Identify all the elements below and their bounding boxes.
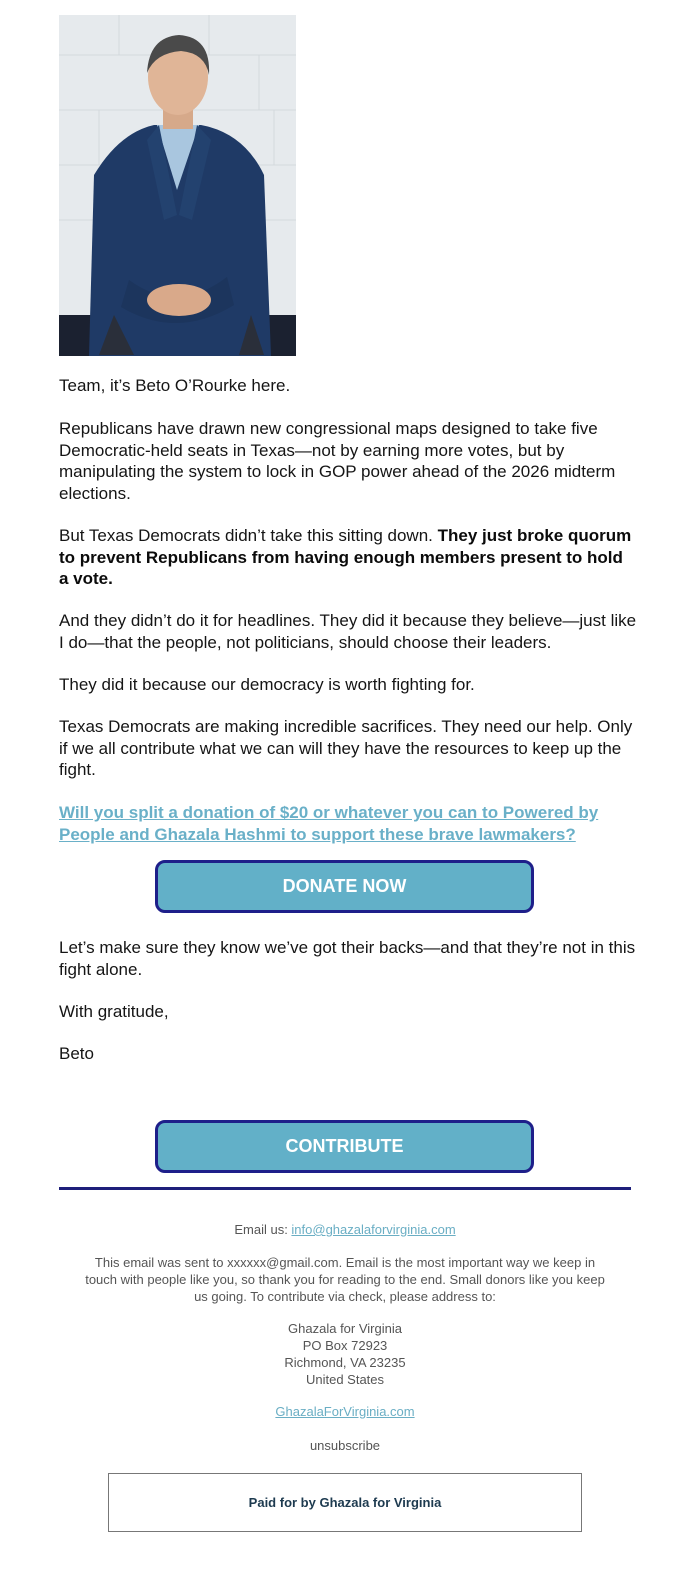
footer-address bbox=[59, 1320, 631, 1388]
greeting-paragraph: Team, it’s Beto O’Rourke here. bbox=[59, 376, 291, 395]
signoff: With gratitude, bbox=[59, 1002, 169, 1021]
paragraph-sacrifices: Texas Democrats are making incredible sacrifices. They need our help. Only if we all contribute what we can will they have the resources to keep up the fight. bbox=[59, 717, 633, 779]
footer-email-line bbox=[59, 1221, 631, 1238]
paragraph-backs: Let’s make sure they know we’ve got their backs—and that they’re not in this fight alone. bbox=[59, 938, 636, 979]
paid-for-disclaimer bbox=[108, 1473, 582, 1532]
paragraph-headlines: And they didn’t do it for headlines. They did it because they believe—just like I do—that the people, not politicians, should choose their leaders. bbox=[59, 611, 637, 652]
address-line: PO Box 72923 bbox=[302, 1338, 388, 1353]
signature: Beto bbox=[59, 1044, 94, 1063]
paid-for-text: Paid for by Ghazala for Virginia bbox=[248, 1495, 442, 1510]
address-line: United States bbox=[305, 1372, 385, 1387]
beto-photo bbox=[59, 15, 296, 356]
donation-ask-link[interactable]: Will you split a donation of $20 or whatever you can to Powered by People and Ghazala Hashmi to support these brave lawmakers? bbox=[59, 803, 599, 844]
address-line: Richmond, VA 23235 bbox=[284, 1355, 406, 1370]
paragraph-redistricting: Republicans have drawn new congressional maps designed to take five Democratic-held seats in Texas—not by earning more votes, but by manipulating the system to lock in GOP power ahead of the 2026 midterm elections. bbox=[59, 419, 616, 503]
portrait-image bbox=[59, 15, 296, 356]
contribute-button[interactable]: CONTRIBUTE bbox=[155, 1120, 534, 1173]
footer-divider bbox=[59, 1187, 631, 1190]
paragraph-quorum-bold: They just broke quorum to prevent Republicans from having enough members present to hold a vote. bbox=[59, 526, 632, 588]
unsubscribe-link[interactable]: unsubscribe bbox=[309, 1438, 381, 1453]
paragraph-quorum-lead: But Texas Democrats didn’t take this sitting down. bbox=[59, 526, 438, 545]
donate-now-button[interactable]: DONATE NOW bbox=[155, 860, 534, 913]
paragraph-democracy: They did it because our democracy is worth fighting for. bbox=[59, 675, 475, 694]
footer-email-label: Email us: bbox=[234, 1222, 292, 1237]
address-line: Ghazala for Virginia bbox=[288, 1321, 402, 1336]
footer-notice: This email was sent to xxxxxx@gmail.com. Email is the most important way we keep in touch with people like you, so thank you for reading to the end. Small donors like you keep us going. To contribute via check, please address to: bbox=[85, 1255, 605, 1304]
website-link[interactable]: GhazalaForVirginia.com bbox=[275, 1404, 415, 1419]
paragraph-quorum bbox=[59, 525, 637, 590]
footer-website bbox=[59, 1403, 631, 1420]
footer-email-link[interactable]: info@ghazalaforvirginia.com bbox=[291, 1222, 456, 1237]
